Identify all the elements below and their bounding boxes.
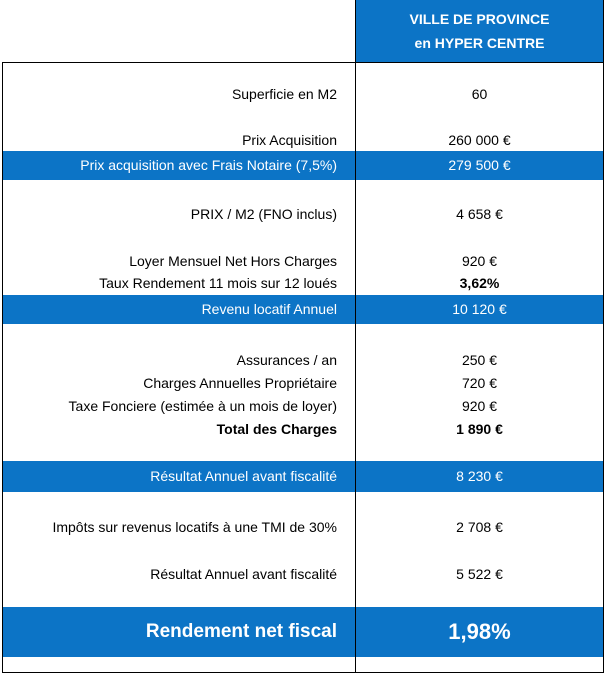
row-label: Résultat Annuel avant fiscalité (150, 468, 337, 484)
row-taxe-fonciere (3, 395, 603, 417)
row-prix-m2 (3, 203, 603, 225)
row-resultat-apres-impots (3, 563, 603, 585)
row-revenu-locatif (3, 295, 603, 324)
row-value: 5 522 € (456, 566, 503, 582)
row-label: Loyer Mensuel Net Hors Charges (129, 253, 337, 269)
column-header (355, 0, 604, 62)
header-line-2: en HYPER CENTRE (414, 35, 545, 51)
row-prix-frais-notaire (3, 151, 603, 180)
row-label: Charges Annuelles Propriétaire (143, 375, 337, 391)
column-divider (355, 63, 356, 672)
row-loyer-mensuel (3, 250, 603, 272)
row-value: 4 658 € (456, 206, 503, 222)
row-value: 10 120 € (452, 301, 507, 317)
row-impots (3, 516, 603, 538)
row-value: 3,62% (459, 275, 500, 291)
row-value: 920 € (461, 398, 498, 414)
row-resultat-avant-fiscalite (3, 461, 603, 492)
row-rendement-net-fiscal (3, 607, 603, 657)
row-total-charges (3, 418, 603, 440)
row-label: Impôts sur revenus locatifs à une TMI de 30% (52, 519, 337, 535)
row-value: 60 (471, 86, 488, 102)
row-label: Revenu locatif Annuel (201, 301, 337, 317)
row-value: 720 € (461, 375, 498, 391)
row-label: Prix Acquisition (242, 132, 337, 148)
row-label: Total des Charges (216, 421, 337, 437)
row-value: 260 000 € (448, 132, 511, 148)
row-value: 2 708 € (456, 519, 503, 535)
row-label: Superficie en M2 (231, 86, 337, 102)
row-assurances (3, 349, 603, 371)
row-value: 8 230 € (456, 468, 503, 484)
header-line-1: VILLE DE PROVINCE (409, 11, 550, 27)
row-value: 279 500 € (448, 157, 511, 173)
row-label: Assurances / an (236, 352, 337, 368)
row-value: 920 € (461, 253, 498, 269)
row-value: 1,98% (448, 619, 511, 644)
row-label: Taux Rendement 11 mois sur 12 loués (99, 275, 337, 291)
row-taux-rendement (3, 272, 603, 294)
row-superficie (3, 83, 603, 105)
row-charges-annuelles (3, 372, 603, 394)
row-label: Rendement net fiscal (145, 621, 337, 642)
row-label: PRIX / M2 (FNO inclus) (190, 206, 337, 222)
row-prix-acquisition (3, 129, 603, 151)
row-value: 1 890 € (456, 421, 503, 437)
rental-yield-table (2, 62, 604, 673)
row-label: Taxe Fonciere (estimée à un mois de loyer) (68, 398, 337, 414)
row-value: 250 € (461, 352, 498, 368)
row-label: Prix acquisition avec Frais Notaire (7,5%) (80, 157, 337, 173)
row-label: Résultat Annuel avant fiscalité (150, 566, 337, 582)
